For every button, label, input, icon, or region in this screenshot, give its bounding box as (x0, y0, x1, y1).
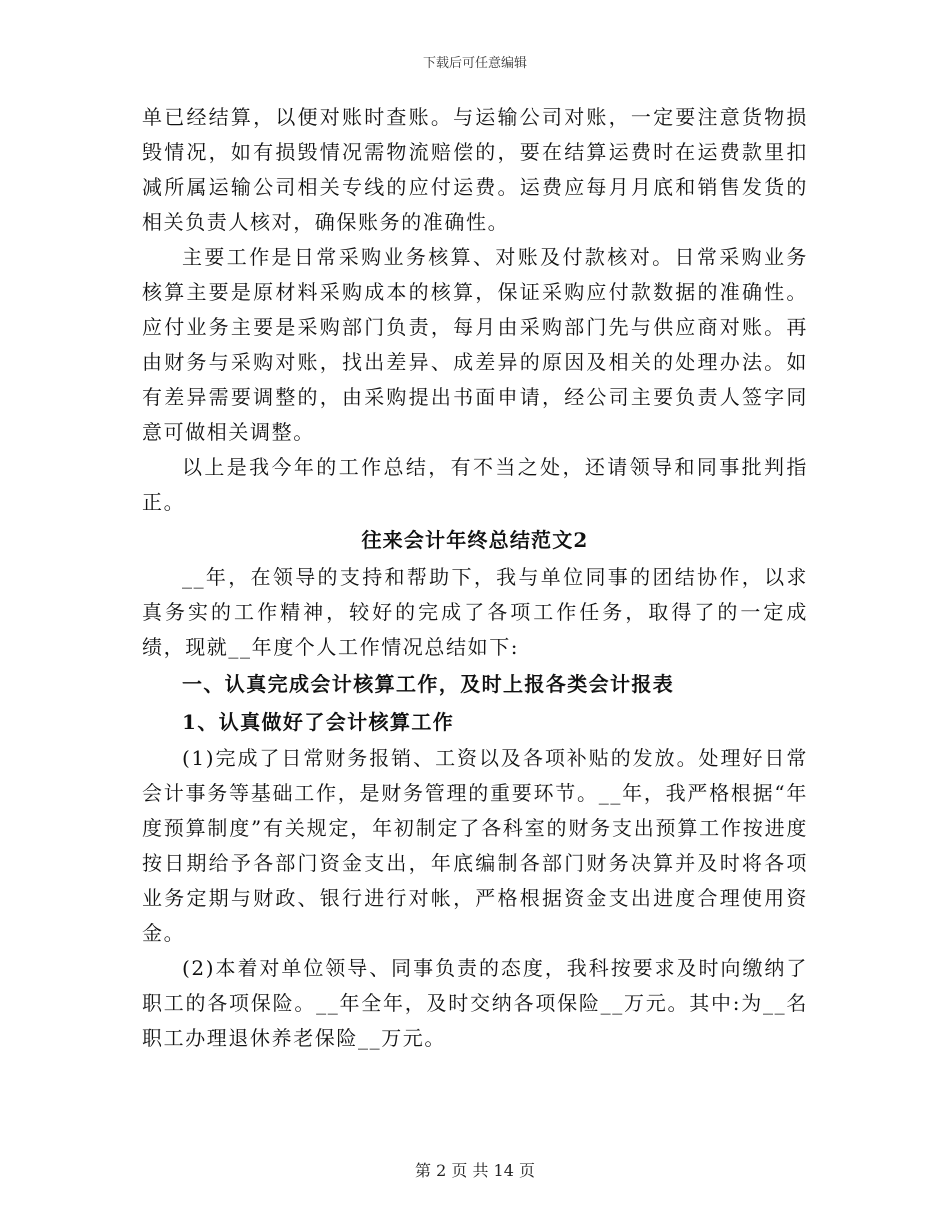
paragraph-item-1: (1)完成了日常财务报销、工资以及各项补贴的发放。处理好日常会计事务等基础工作，是财务管理的重要环节。__年，我严格根据“年度预算制度”有关规定，年初制定了各科室的财务支出预算工作按进度按日期给予各部门资金支出，年底编制各部门财务决算并及时将各项业务定期与财政、银行进行对帐，严格根据资金支出进度合理使用资金。 (142, 746, 808, 945)
paragraph-purchase-accounting: 主要工作是日常采购业务核算、对账及付款核对。日常采购业务核算主要是原材料采购成本的核算，保证采购应付款数据的准确性。应付业务主要是采购部门负责，每月由采购部门先与供应商对账。再由财务与采购对账，找出差异、成差异的原因及相关的处理办法。如有差异需要调整的，由采购提出书面申请，经公司主要负责人签字同意可做相关调整。 (142, 245, 808, 444)
paragraph-freight-reconciliation: 单已经结算，以便对账时查账。与运输公司对账，一定要注意货物损毁情况，如有损毁情况需物流赔偿的，要在结算运费时在运费款里扣减所属运输公司相关专线的应付运费。运费应每月月底和销售发货的相关负责人核对，确保账务的准确性。 (142, 105, 808, 234)
page-header: 下载后可任意编辑 (422, 56, 527, 71)
paragraph-intro: __年，在领导的支持和帮助下，我与单位同事的团结协作，以求真务实的工作精神，较好的完成了各项工作任务，取得了的一定成绩，现就__年度个人工作情况总结如下: (142, 565, 808, 659)
heading-level-1: 一、认真完成会计核算工作，及时上报各类会计报表 (182, 672, 675, 696)
document-body (142, 100, 808, 1056)
paragraph-item-2: (2)本着对单位领导、同事负责的态度，我科按要求及时向缴纳了职工的各项保险。__年全年，及时交纳各项保险__万元。其中:为__名职工办理退休养老保险__万元。 (142, 956, 808, 1050)
section-title: 往来会计年终总结范文2 (361, 528, 589, 552)
paragraph-closing-remarks: 以上是我今年的工作总结，有不当之处，还请领导和同事批判指正。 (142, 455, 808, 514)
page-footer: 第 2 页 共 14 页 (415, 1161, 535, 1180)
heading-level-2: 1、认真做好了会计核算工作 (182, 710, 455, 734)
